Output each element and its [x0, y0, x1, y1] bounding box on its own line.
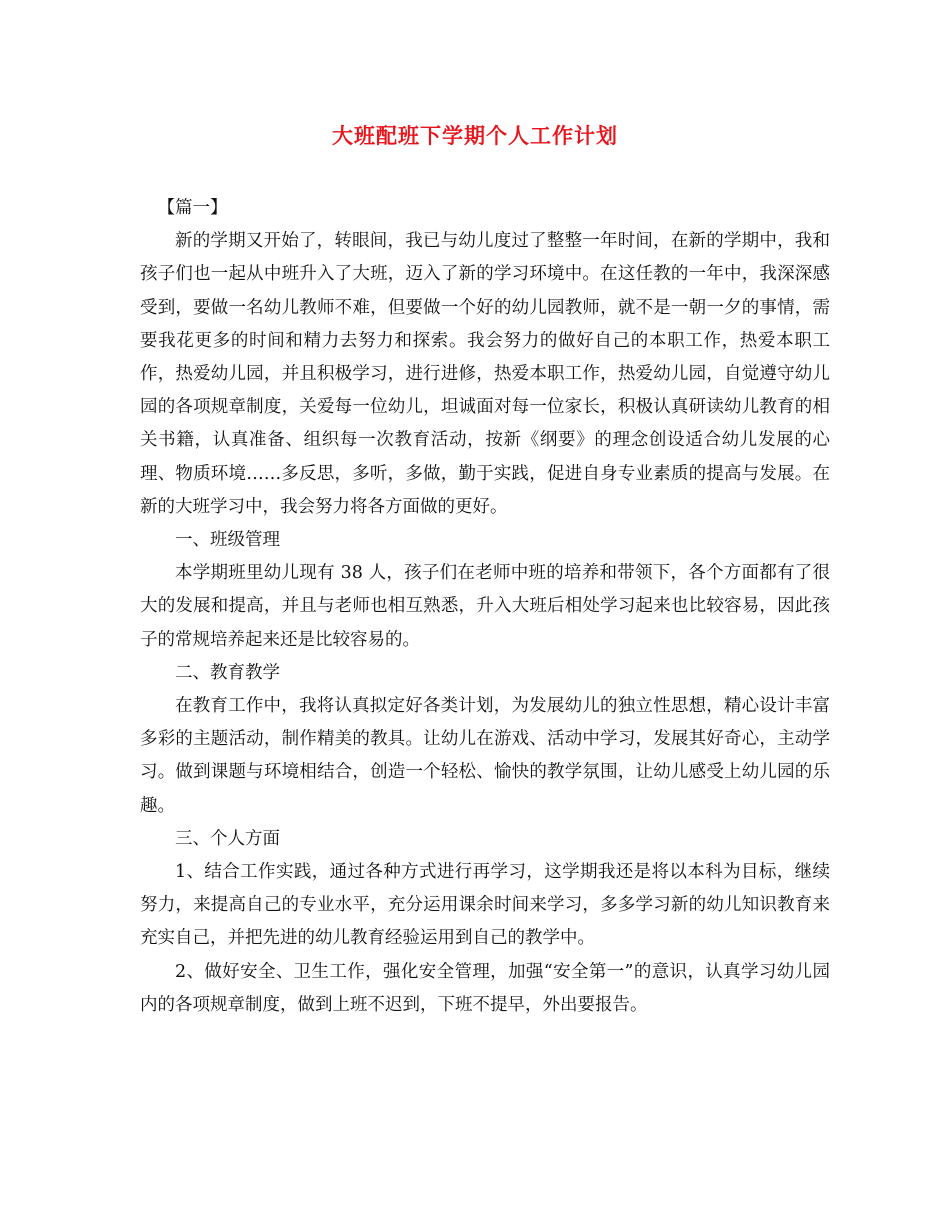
section-label-part-one: 【篇一】 [157, 198, 228, 218]
heading-class-management: 一、班级管理 [175, 530, 280, 551]
class-management-paragraph: 本学期班里幼儿现有 38 人，孩子们在老师中班的培养和带领下，各个方面都有了很大的发展和提高，并且与老师也相互熟悉，升入大班后相处学习起来也比较容易，因此孩子的常规培养起来还是比较容易的。 [140, 563, 830, 650]
heading-personal: 三、个人方面 [175, 828, 280, 849]
personal-item-2: 2、做好安全、卫生工作，强化安全管理，加强“安全第一”的意识，认真学习幼儿园内的各项规章制度，做到上班不迟到，下班不提早，外出要报告。 [140, 961, 830, 1015]
heading-teaching: 二、教育教学 [175, 662, 280, 683]
intro-paragraph: 新的学期又开始了，转眼间，我已与幼儿度过了整整一年时间，在新的学期中，我和孩子们也一起从中班升入了大班，迈入了新的学习环境中。在这任教的一年中，我深深感受到，要做一名幼儿教师不难，但要做一个好的幼儿园教师，就不是一朝一夕的事情，需要我花更多的时间和精力去努力和探索。我会努力的做好自己的本职工作，热爱本职工作，热爱幼儿园，并且积极学习，进行进修，热爱本职工作，热爱幼儿园，自觉遵守幼儿园的各项规章制度，关爱每一位幼儿，坦诚面对每一位家长，积极认真研读幼儿教育的相关书籍，认真准备、组织每一次教育活动，按新《纲要》的理念创设适合幼儿发展的心理、物质环境……多反思，多听，多做，勤于实践，促进自身专业素质的提高与发展。在新的大班学习中，我会努力将各方面做的更好。 [140, 231, 830, 517]
teaching-paragraph: 在教育工作中，我将认真拟定好各类计划，为发展幼儿的独立性思想，精心设计丰富多彩的主题活动，制作精美的教具。让幼儿在游戏、活动中学习，发展其好奇心，主动学习。做到课题与环境相结合，创造一个轻松、愉快的教学氛围，让幼儿感受上幼儿园的乐趣。 [140, 696, 830, 816]
document-body [140, 192, 830, 1022]
document-title: 大班配班下学期个人工作计划 [332, 123, 618, 148]
personal-item-1: 1、结合工作实践，通过各种方式进行再学习，这学期我还是将以本科为目标，继续努力，来提高自己的专业水平，充分运用课余时间来学习，多多学习新的幼儿知识教育来充实自己，并把先进的幼儿教育经验运用到自己的教学中。 [140, 862, 830, 949]
